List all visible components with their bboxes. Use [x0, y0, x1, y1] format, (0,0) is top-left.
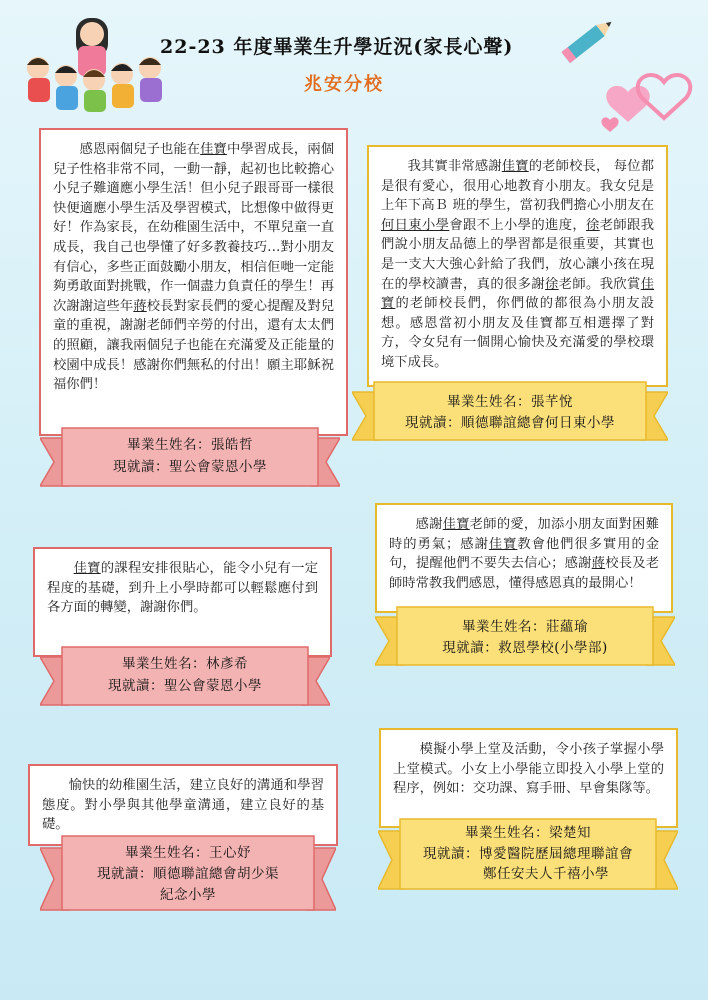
- testimonial-text: 佳寶的課程安排很貼心，能令小兒有一定程度的基礎，到升上小學時都可以輕鬆應付到各方面的轉變，謝謝你們。: [47, 561, 319, 616]
- testimonial-text: 感恩兩個兒子也能在佳寶中學習成長，兩個兒子性格非常不同，一動一靜，起初也比較擔心小兒子難適應小學生活！但小兒子跟哥哥一樣很快便適應小學生活及學習模式，比想像中做得更好！作為家長，在幼稚園生活中，不單兒童一直成長，我自己也學懂了好多教養技巧…對小朋友有信心，多些正面鼓勵小朋友，相信佢哋一定能夠勇敢面對挑戰，作一個盡力負責任的學生！再次謝謝這些年蔣校長對家長們的愛心提醒及對兒童的重視，謝謝老師們辛勞的付出，還有太太們的照顧，讓我兩個兒子也能在充滿愛及正能量的校園中成長！感謝你們無私的付出！願主耶穌祝福你們！: [53, 142, 335, 393]
- name-ribbon-4: [375, 603, 675, 673]
- graduate-name: 畢業生姓名：莊蘊瑜: [462, 619, 588, 635]
- testimonial-text: 愉快的幼稚園生活，建立良好的溝通和學習態度。對小學與其他學童溝通，建立良好的基礎。: [42, 778, 324, 833]
- testimonial-card-1: [39, 128, 348, 436]
- testimonial-card-2: [367, 145, 668, 387]
- hearts-icon: [598, 62, 698, 132]
- graduate-name: 畢業生姓名：張芊悅: [447, 394, 573, 410]
- current-school-line2: 鄭任安夫人千禧小學: [483, 866, 609, 882]
- testimonial-card-5: [379, 728, 678, 828]
- page-subtitle: 兆安分校: [304, 74, 384, 95]
- name-ribbon-2: [352, 378, 668, 448]
- graduate-name: 畢業生姓名：林彥希: [122, 656, 248, 672]
- testimonial-text: 模擬小學上堂及活動，令小孩子掌握小學上堂模式。小女上小學能立即投入小學上堂的程序，例如：交功課、寫手冊、早會集隊等。: [393, 742, 664, 797]
- testimonial-card-3: [33, 547, 332, 657]
- current-school: 現就讀：聖公會蒙恩小學: [108, 678, 262, 694]
- name-ribbon-6: [40, 832, 336, 916]
- page-title: 22-23 年度畢業生升學近況(家長心聲): [160, 36, 514, 58]
- current-school: 現就讀：博愛醫院歷屆總理聯誼會: [423, 846, 633, 862]
- current-school: 現就讀：順德聯誼總會何日東小學: [405, 415, 615, 431]
- name-ribbon-3: [40, 643, 330, 713]
- testimonial-text: 我其實非常感謝佳寶的老師校長， 每位都是很有愛心，很用心地教育小朋友。我女兒是上年下高Ｂ 班的學生，當初我們擔心小朋友在何日東小學會跟不上小學的進度，徐老師跟我們說小朋友品德上的學習都是很重要，其實也是一支大大強心針給了我們，放心讓小孩在現在的學校讀書，真的很多謝徐老師。我欣賞佳寶的老師校長們，你們做的都很為小朋友設想。感恩當初小朋友及佳寶都互相選擇了對方，令女兒有一個開心愉快及充滿愛的學校環境下成長。: [381, 159, 655, 370]
- current-school: 現就讀：救恩學校(小學部): [442, 640, 608, 656]
- teacher-and-children-illustration: [18, 10, 168, 115]
- graduate-name: 畢業生姓名：張皓哲: [127, 437, 253, 453]
- testimonial-text: 感謝佳寶老師的愛，加添小朋友面對困難時的勇氣；感謝佳寶教會他們很多實用的金句，提醒他們不要失去信心；感謝蔣校長及老師時常教我們感恩，懂得感恩真的最開心！: [389, 517, 660, 591]
- current-school-line2: 紀念小學: [160, 887, 216, 903]
- name-ribbon-5: [378, 815, 678, 895]
- name-ribbon-1: [40, 424, 340, 494]
- graduate-name: 畢業生姓名：王心妤: [125, 845, 251, 861]
- graduate-name: 畢業生姓名：梁楚知: [465, 825, 591, 841]
- testimonial-card-4: [375, 503, 673, 613]
- current-school: 現就讀：順德聯誼總會胡少渠: [97, 866, 279, 882]
- current-school: 現就讀：聖公會蒙恩小學: [113, 459, 267, 475]
